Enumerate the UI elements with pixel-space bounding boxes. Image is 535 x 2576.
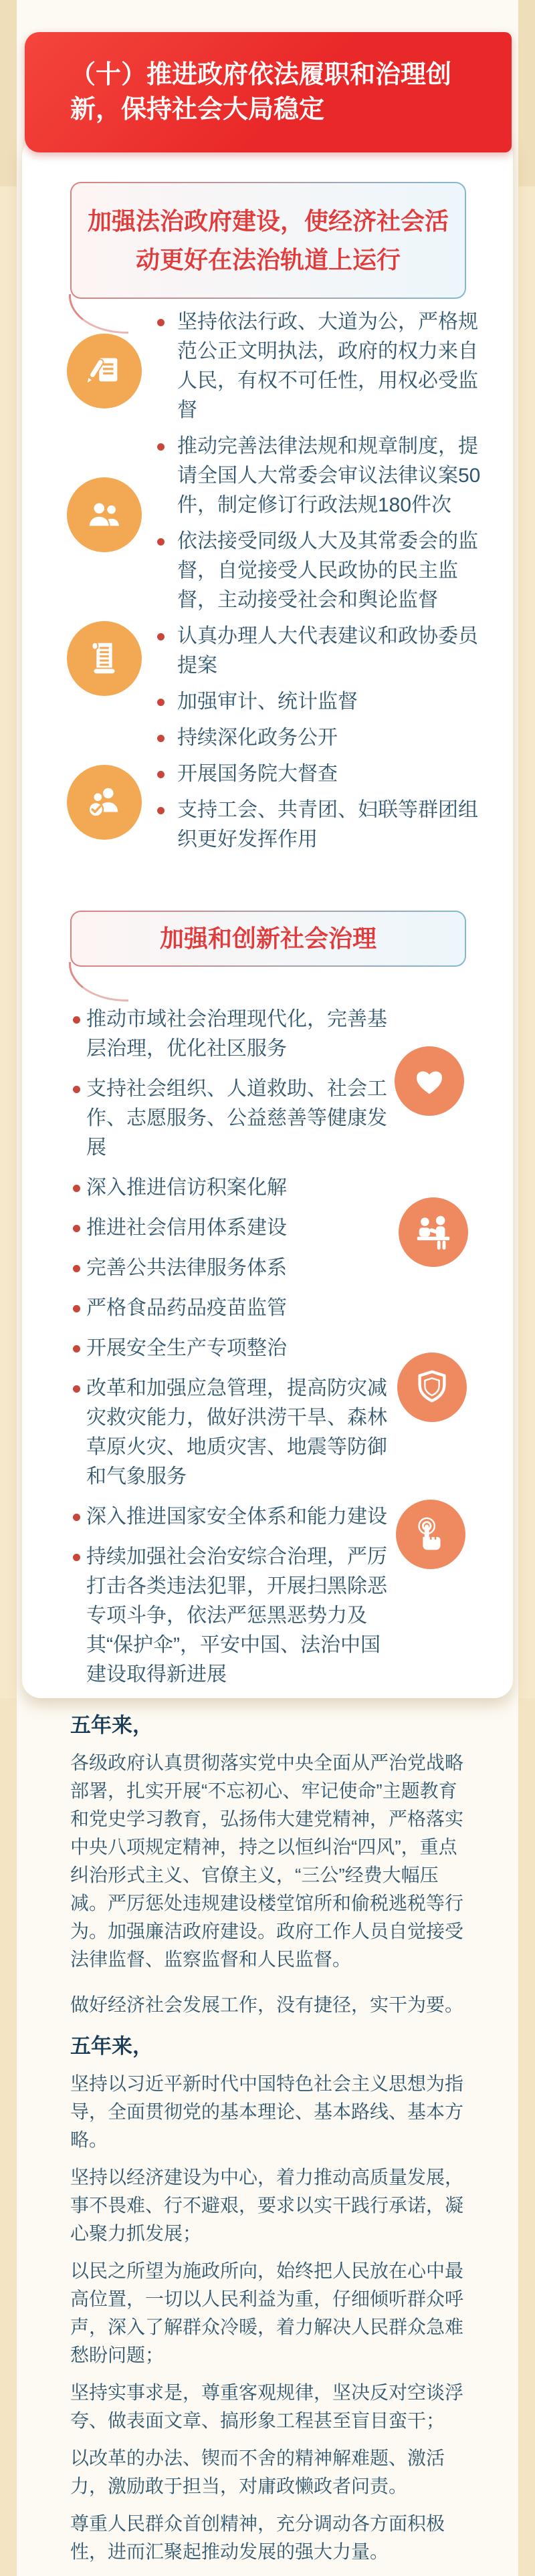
list-item: 推动完善法律法规和规章制度，提请全国人大常委会审议法律议案50件，制定修订行政法规180件次: [156, 432, 485, 520]
list-item: 完善公共法律服务体系: [70, 1254, 387, 1283]
summary-paragraph: 坚持以习近平新时代中国特色社会主义思想为指导，全面贯彻党的基本理论、基本路线、基本方略。: [70, 2073, 464, 2150]
rule-of-law-bullet-list: [156, 299, 490, 854]
list-item: 深入推进国家安全体系和能力建设: [70, 1502, 387, 1532]
people-check-icon: [67, 765, 142, 840]
list-item: 坚持依法行政、大道为公，严格规范公正文明执法，政府的权力来自人民，有权不可任性，用权必受监督: [156, 308, 485, 425]
scroll-icon: [67, 621, 142, 696]
list-item: 严格食品药品疫苗监管: [70, 1294, 387, 1323]
section-header-text: 加强法治政府建设，使经济社会活动更好在法治轨道上运行: [88, 207, 449, 273]
touch-icon: [396, 1500, 465, 1569]
list-item: 开展安全生产专项整治: [70, 1334, 387, 1363]
list-item: 推动市域社会治理现代化，完善基层治理，优化社区服务: [70, 1005, 387, 1064]
heart-icon: [395, 1046, 464, 1116]
social-governance-bullet-list: [70, 996, 418, 1689]
list-item: 开展国务院大督查: [156, 759, 485, 789]
list-item: 持续加强社会治安综合治理，严厉打击各类违法犯罪，开展扫黑除恶专项斗争，依法严惩黑恶势力及其“保护伞”，平安中国、法治中国建设取得新进展: [70, 1542, 387, 1689]
list-item: 深入推进信访积案化解: [70, 1173, 387, 1203]
list-item: 支持社会组织、人道救助、社会工作、志愿服务、公益慈善等健康发展: [70, 1074, 387, 1163]
section-header-inner: [72, 912, 465, 965]
service-counter-icon: [399, 1197, 468, 1267]
summary-paragraph: 坚持以经济建设为中心，着力推动高质量发展，事不畏难、行不避艰，要求以实干践行承诺，凝心聚力抓发展；: [70, 2167, 464, 2244]
summary-text-block: [70, 1700, 471, 2575]
rule-of-law-bullet-list-container: [156, 299, 490, 861]
section-header-text: 加强和创新社会治理: [159, 925, 377, 952]
pen-document-icon: [67, 334, 142, 408]
social-governance-bullet-list-container: [70, 996, 418, 1700]
banner-title: （十）推进政府依法履职和治理创新，保持社会大局稳定: [70, 61, 452, 124]
summary-paragraph: 五年来，: [70, 1714, 153, 1737]
list-item: 推进社会信用体系建设: [70, 1213, 387, 1243]
people-icon: [67, 477, 142, 552]
summary-paragraph: 以民之所望为施政所向，始终把人民放在心中最高位置，一切以人民利益为重，仔细倾听群众呼声，深入了解群众冷暖，着力解决人民群众急难愁盼问题；: [70, 2260, 464, 2365]
list-item: 持续深化政务公开: [156, 723, 485, 753]
shield-icon: [397, 1353, 467, 1422]
summary-paragraph: 做好经济社会发展工作，没有捷径，实干为要。: [70, 1994, 464, 2015]
main-card: [22, 137, 513, 1698]
summary-paragraph: 各级政府认真贯彻落实党中央全面从严治党战略部署，扎实开展“不忘初心、牢记使命”主题教育和党史学习教育，弘扬伟大建党精神，严格落实中央八项规定精神，持之以恒纠治“四风”，重点纠治形式主义、官僚主义，“三公”经费大幅压减。严厉惩处违规建设楼堂馆所和偷税逃税等行为。加强廉洁政府建设。政府工作人员自觉接受法律监督、监察监督和人民监督。: [70, 1752, 464, 1970]
summary-paragraph: 五年来，: [70, 2034, 153, 2058]
list-item: 认真办理人大代表建议和政协委员提案: [156, 622, 485, 681]
summary-paragraph: 坚持实事求是，尊重客观规律，坚决反对空谈浮夸、做表面文章、搞形象工程甚至盲目蛮干；: [70, 2382, 464, 2431]
summary-paragraph: 以改革的办法、锲而不舍的精神解难题、激活力，激励敢于担当，对庸政懒政者问责。: [70, 2448, 445, 2496]
section-header-rule-of-law: [70, 182, 466, 299]
list-item: 加强审计、统计监督: [156, 687, 485, 717]
section-banner: [25, 32, 512, 152]
list-item: 改革和加强应急管理，提高防灾减灾救灾能力，做好洪涝干旱、森林草原火灾、地质灾害、地震等防御和气象服务: [70, 1374, 387, 1492]
section-header-inner: [72, 183, 465, 298]
list-item: 支持工会、共青团、妇联等群团组织更好发挥作用: [156, 796, 485, 854]
list-item: 依法接受同级人大及其常委会的监督，自觉接受人民政协的民主监督，主动接受社会和舆论监督: [156, 527, 485, 615]
section-header-social-governance: [70, 911, 466, 967]
summary-paragraph: 尊重人民群众首创精神，充分调动各方面积极性，进而汇聚起推动发展的强大力量。: [70, 2513, 445, 2562]
